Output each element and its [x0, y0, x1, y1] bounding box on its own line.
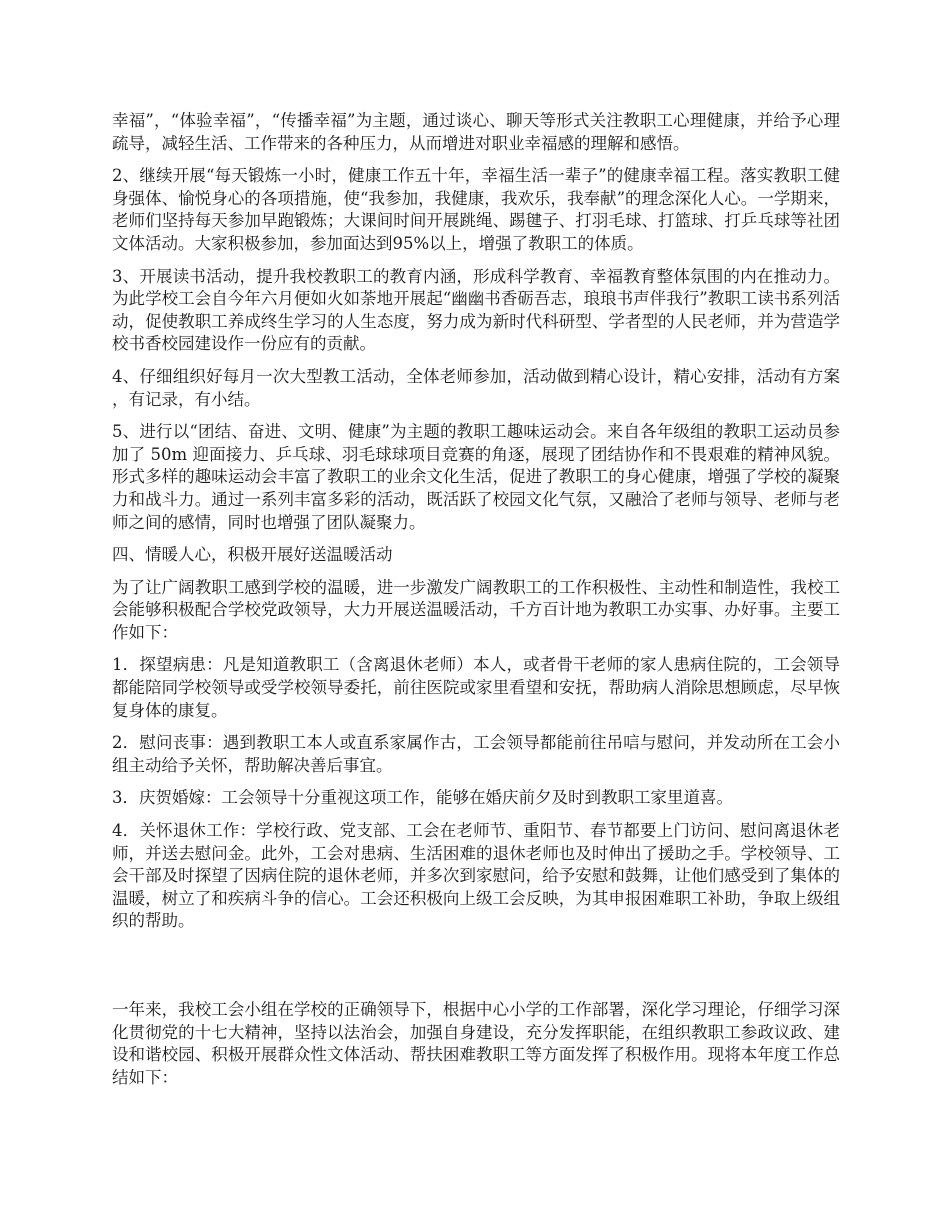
paragraph-sports-meeting: 5、进行以“团结、奋进、文明、健康”为主题的教职工趣味运动会。来自各年级组的教职工运动员参加了 50m 迎面接力、乒乓球、羽毛球球项目竞赛的角逐，展现了团结协作和不畏艰难的精神风貌。形式多样的趣味运动会丰富了教职工的业余文化生活，促进了教职工的身心健康，增强了学校的凝聚力和战斗力。通过一系列丰富多彩的活动，既活跃了校园文化气氛，又融洽了老师与领导、老师与老师之间的感情，同时也增强了团队凝聚力。: [112, 422, 840, 532]
section-heading-warmth: 四、情暖人心，积极开展好送温暖活动: [112, 545, 393, 565]
paragraph-happiness-theme: 幸福”，“体验幸福”，“传播幸福”为主题，通过谈心、聊天等形式关注教职工心理健康，并给予心理疏导，减轻生活、工作带来的各种压力，从而增进对职业幸福感的理解和感悟。: [112, 111, 840, 153]
document-body: [112, 110, 840, 1099]
paragraph-monthly-activity: 4、仔细组织好每月一次大型教工活动，全体老师参加，活动做到精心设计，精心安排，活动有方案，有记录，有小结。: [112, 366, 840, 409]
paragraph-warmth-intro: 为了让广阔教职工感到学校的温暖，进一步激发广阔教职工的工作积极性、主动性和制造性，我校工会能够积极配合学校党政领导，大力开展送温暖活动，千方百计地为教职工办实事、办好事。主要工作如下：: [112, 577, 840, 642]
paragraph-annual-summary-intro: 一年来，我校工会小组在学校的正确领导下，根据中心小学的工作部署，深化学习理论，仔细学习深化贯彻党的十七大精神，坚持以法治会，加强自身建设，充分发挥职能，在组织教职工参政议政、建设和谐校园、积极开展群众性文体活动、帮扶困难教职工等方面发挥了积极作用。现将本年度工作总结如下：: [112, 1000, 840, 1087]
paragraph-retiree-care: 4．关怀退休工作：学校行政、党支部、工会在老师节、重阳节、春节都要上门访问、慰问离退休老师，并送去慰问金。此外，工会对患病、生活困难的退休老师也及时伸出了援助之手。学校领导、工会干部及时探望了因病住院的退休老师，并多次到家慰问，给予安慰和鼓舞，让他们感受到了集体的温暖，树立了和疾病斗争的信心。工会还积极向上级工会反映，为其申报困难职工补助，争取上级组织的帮助。: [112, 821, 840, 931]
paragraph-fitness-program: 2、继续开展“每天锻炼一小时，健康工作五十年，幸福生活一辈子”的健康幸福工程。落实教职工健身强体、愉悦身心的各项措施，使“我参加，我健康，我欢乐，我奉献”的理念深化人心。一学期来，老师们坚持每天参加早跑锻炼；大课间时间开展跳绳、踢毽子、打羽毛球、打篮球、打乒乓球等社团文体活动。大家积极参加，参加面达到95%以上，增强了教职工的体质。: [112, 166, 840, 253]
paragraph-condolence: 2．慰问丧事：遇到教职工本人或直系家属作古，工会领导都能前往吊唁与慰问，并发动所在工会小组主动给予关怀，帮助解决善后事宜。: [112, 733, 840, 775]
paragraph-wedding: 3．庆贺婚嫁：工会领导十分重视这项工作，能够在婚庆前夕及时到教职工家里道喜。: [112, 788, 733, 808]
paragraph-visit-sick: 1．探望病患：凡是知道教职工（含离退休老师）本人，或者骨干老师的家人患病住院的，工会领导都能陪同学校领导或受学校领导委托，前往医院或家里看望和安抚，帮助病人消除思想顾虑，尽早恢复身体的康复。: [112, 655, 840, 720]
section-gap: [112, 943, 840, 999]
paragraph-reading-activity: 3、开展读书活动，提升我校教职工的教育内涵，形成科学教育、幸福教育整体氛围的内在推动力。为此学校工会自今年六月便如火如荼地开展起“幽幽书香砺吾志，琅琅书声伴我行”教职工读书系列活动，促使教职工养成终生学习的人生态度，努力成为新时代科研型、学者型的人民老师，并为营造学校书香校园建设作一份应有的贡献。: [112, 266, 840, 354]
